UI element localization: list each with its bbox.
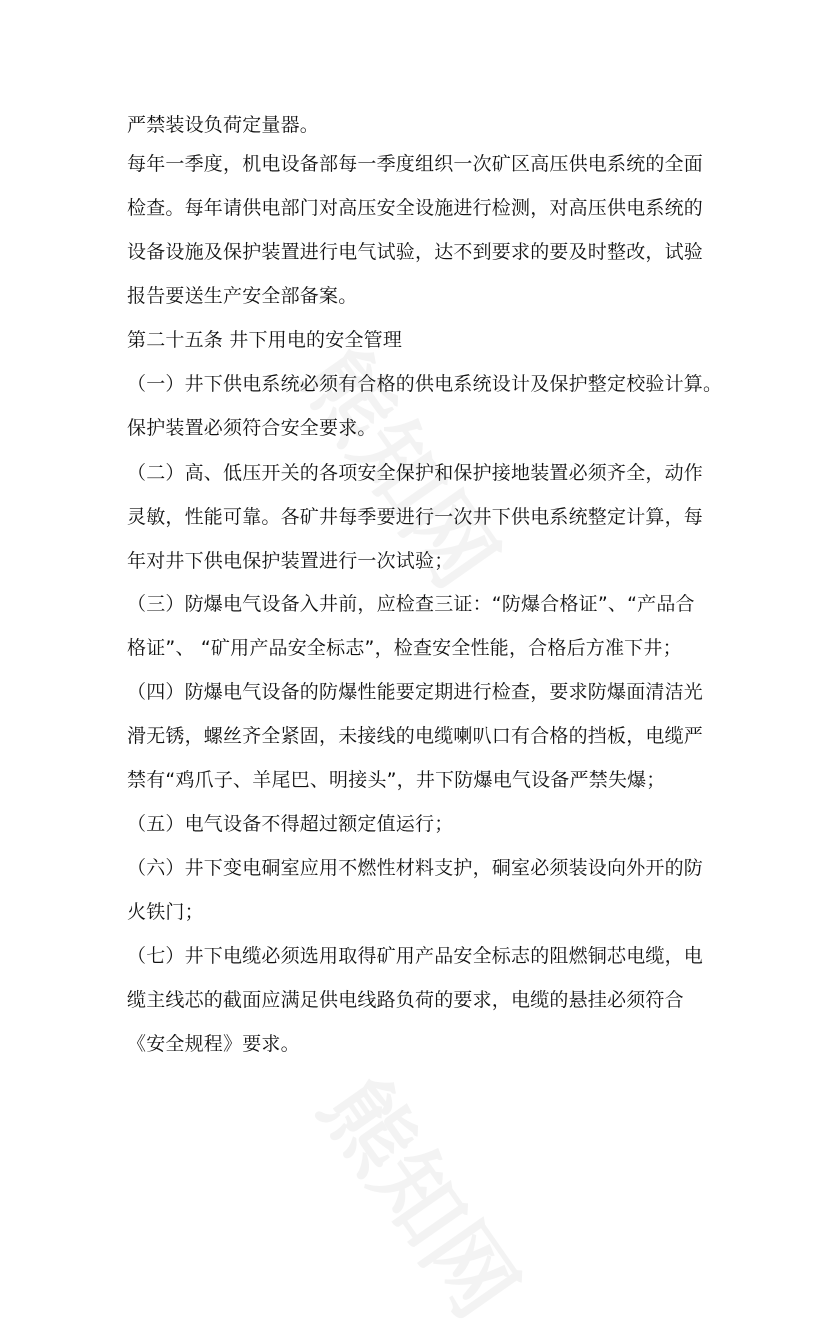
text-line: 禁有“鸡爪子、羊尾巴、明接头”，井下防爆电气设备严禁失爆； — [127, 769, 666, 791]
text-line: 缆主线芯的截面应满足供电线路负荷的要求，电缆的悬挂必须符合 — [127, 989, 684, 1011]
text-line: （五）电气设备不得超过额定值运行； — [127, 813, 454, 835]
text-line: 每年一季度，机电设备部每一季度组织一次矿区高压供电系统的全面 — [127, 153, 704, 175]
text-line: （二）高、低压开关的各项安全保护和保护接地装置必须齐全，动作 — [127, 462, 704, 484]
text-line: 年对井下供电保护装置进行一次试验； — [127, 550, 454, 572]
text-line: 火铁门； — [127, 901, 204, 923]
text-line: 灵敏，性能可靠。各矿井每季要进行一次井下供电系统整定计算，每 — [127, 506, 704, 528]
text-line: 滑无锈，螺丝齐全紧固，未接线的电缆喇叭口有合格的挡板，电缆严 — [127, 725, 704, 747]
text-line: 检查。每年请供电部门对高压安全设施进行检测，对高压供电系统的 — [127, 197, 704, 219]
text-line: （一）井下供电系统必须有合格的供电系统设计及保护整定校验计算。 — [127, 373, 723, 395]
text-line: 保护装置必须符合安全要求。 — [127, 417, 377, 439]
text-line: 报告要送生产安全部备案。 — [127, 285, 358, 307]
watermark-lower — [297, 1050, 552, 1339]
text-line: 严禁装设负荷定量器。 — [127, 114, 320, 136]
text-line: （六）井下变电硐室应用不燃性材料支护，硐室必须装设向外开的防 — [127, 857, 704, 879]
text-line: 格证”、 “矿用产品安全标志”，检查安全性能，合格后方准下井； — [127, 637, 682, 659]
text-line: 设备设施及保护装置进行电气试验，达不到要求的要及时整改，试验 — [127, 241, 704, 263]
section-heading: 第二十五条 井下用电的安全管理 — [127, 329, 403, 351]
text-line: （七）井下电缆必须选用取得矿用产品安全标志的阻燃铜芯电缆，电 — [127, 945, 704, 967]
text-line: （四）防爆电气设备的防爆性能要定期进行检查，要求防爆面清洁光 — [127, 681, 704, 703]
text-line: （三）防爆电气设备入井前，应检查三证：“防爆合格证”、“产品合 — [127, 593, 695, 615]
text-line: 《安全规程》要求。 — [127, 1033, 300, 1055]
